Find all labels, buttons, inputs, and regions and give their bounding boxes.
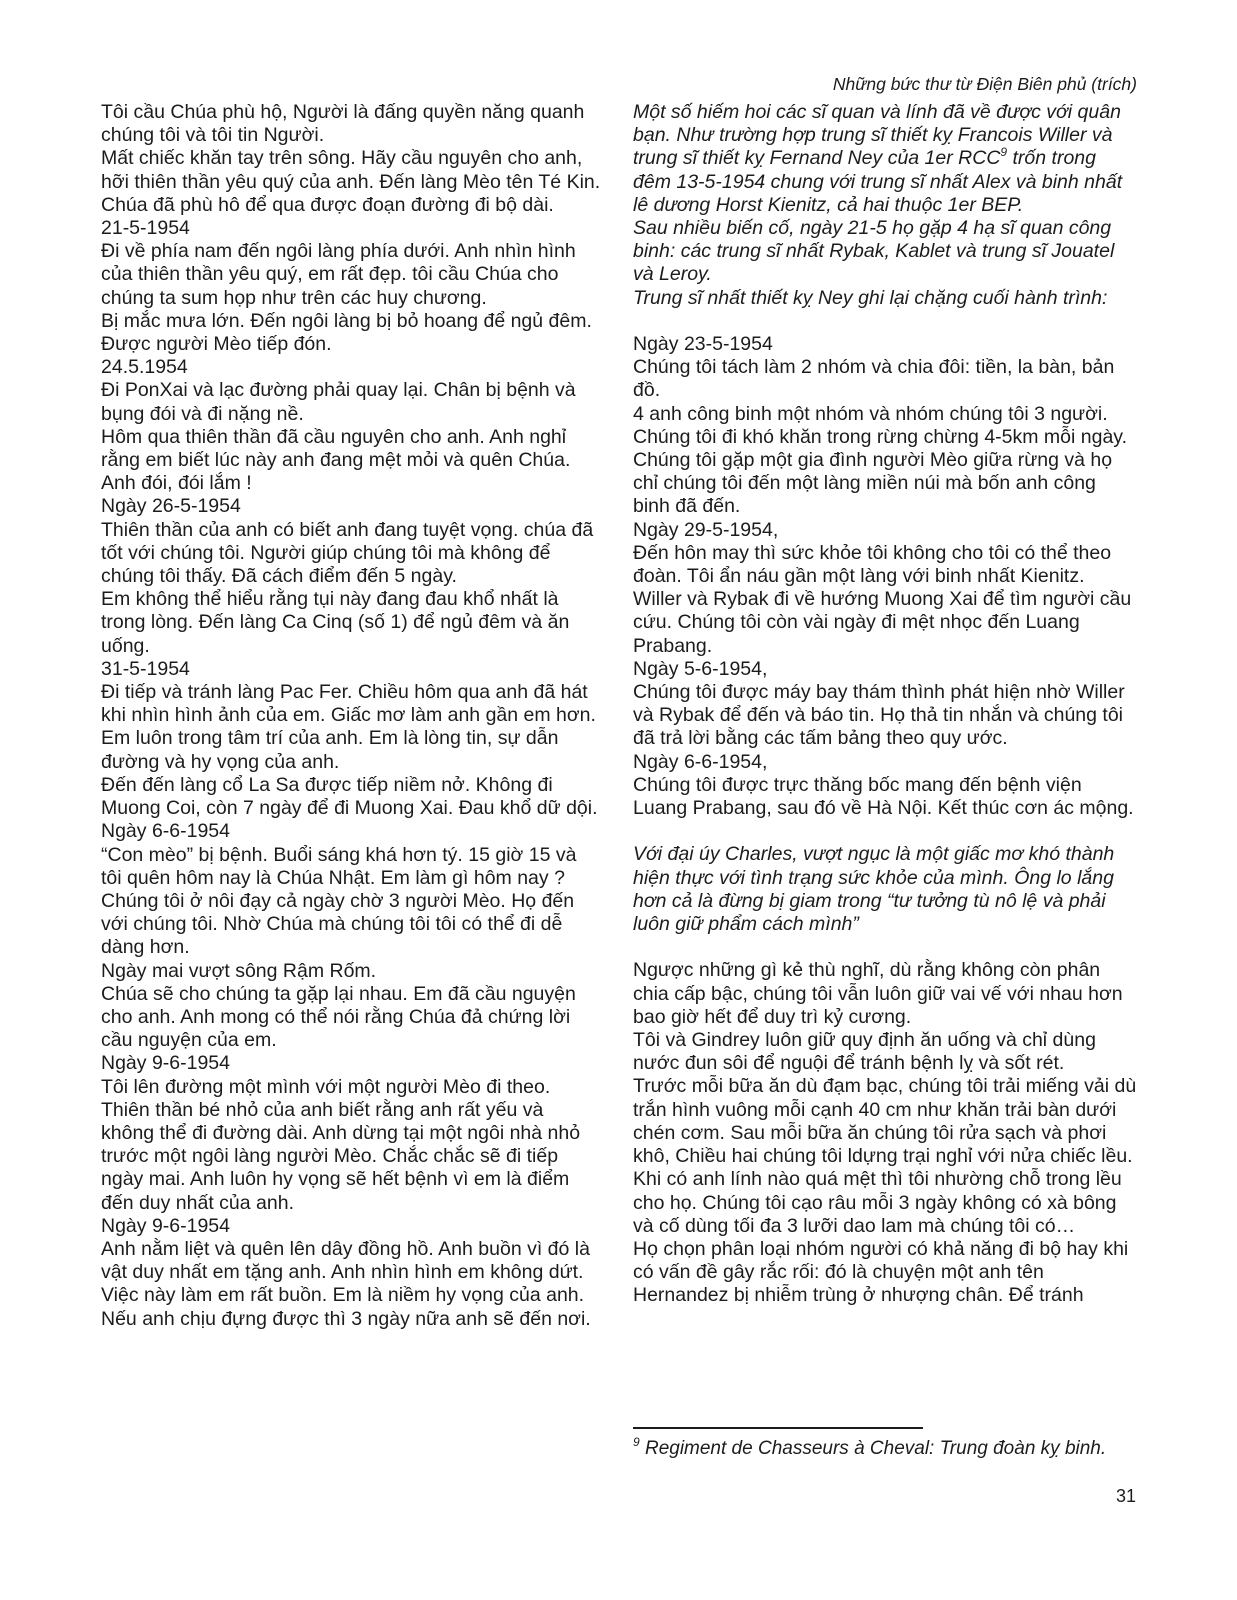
paragraph: Ngược những gì kẻ thù nghĩ, dù rằng không còn phân chia cấp bậc, chúng tôi vẫn luôn giữ vai vế với nhau hơn bao giờ hết để duy trì kỷ cương.	[633, 959, 1123, 1028]
paragraph: Họ chọn phân loại nhóm người có khả năng đi bộ hay khi có vấn đề gây rắc rối: đó là chuyện một anh tên Hernandez bị nhiễm trùng ở nhượng chân. Để tránh	[633, 1237, 1129, 1307]
paragraph: Tôi cầu Chúa phù hộ, Người là đấng quyền năng quanh chúng tôi và tôi tin Người.	[101, 101, 585, 147]
paragraph: Được người Mèo tiếp đón.	[101, 333, 332, 356]
paragraph-gap	[633, 936, 1138, 959]
paragraph: Đến đến làng cổ La Sa được tiếp niềm nở. Không đi Muong Coi, còn 7 ngày để đi Muong Xai. Đau khổ dữ dội.	[101, 773, 598, 820]
paragraph: Mất chiếc khăn tay trên sông. Hãy cầu nguyên cho anh, hỡi thiên thần yêu quý của anh. Đến làng Mèo tên Té Kin. Chúa đã phù hô để qua được đoạn đường đi bộ dài.	[101, 147, 601, 216]
diary-date: Ngày 5-6-1954,	[633, 657, 768, 680]
paragraph: Anh nằm liệt và quên lên dây đồng hồ. Anh buồn vì đó là vật duy nhất em tặng anh. Anh nhìn hình em không dứt. Việc này làm em rất buồn. Em là niềm hy vọng của anh. Nếu anh chịu đựng được thì 3 ngày nữa anh sẽ đến nơi.	[101, 1237, 591, 1330]
diary-date: Ngày 29-5-1954,	[633, 518, 779, 541]
diary-date: Ngày 9-6-1954	[101, 1052, 230, 1075]
diary-date: Ngày 26-5-1954	[101, 495, 241, 518]
paragraph: Tôi lên đường một mình với một người Mèo đi theo. Thiên thần bé nhỏ của anh biết rằng anh rất yếu và không thể đi đường dài. Anh dừng tại một ngôi nhà nhỏ trước một ngôi làng người Mèo. Chắc chắc sẽ đi tiếp ngày mai. Anh luôn hy vọng sẽ hết bệnh vì em là điểm đến duy nhất của anh.	[101, 1075, 581, 1214]
left-column	[101, 101, 601, 1331]
footnote-divider	[633, 1427, 923, 1429]
diary-date: Ngày 6-6-1954,	[633, 750, 768, 773]
intro-text: Một số hiếm hoi các sĩ quan và lính đã về được với quân bạn. Như trường hợp trung sĩ thiết kỵ Francois Willer và trung sĩ thiết kỵ Fernand Ney của 1er RCC	[633, 101, 1121, 170]
paragraph: Chúa sẽ cho chúng ta gặp lại nhau. Em đã cầu nguyện cho anh. Anh mong có thể nói rằng Chúa đả chứng lời cầu nguyện của em.	[101, 982, 576, 1052]
paragraph: Chúng tôi được máy bay thám thình phát hiện nhờ Willer và Rybak để đến và báo tin. Họ thả tin nhắn và chúng tôi đã trả lời bằng các tấm bảng theo quy ước.	[633, 681, 1125, 750]
footnote	[633, 1437, 1113, 1460]
paragraph: Bị mắc mưa lớn. Đến ngôi làng bị bỏ hoang để ngủ đêm.	[101, 309, 592, 332]
diary-date: Ngày 6-6-1954	[101, 820, 230, 843]
intro-paragraph: Trung sĩ nhất thiết kỵ Ney ghi lại chặng cuối hành trình:	[633, 286, 1108, 309]
paragraph: Chúng tôi được trực thăng bốc mang đến bệnh viện Luang Prabang, sau đó về Hà Nội. Kết thúc cơn ác mộng.	[633, 773, 1134, 820]
intro-paragraph	[633, 101, 1138, 217]
intro-paragraph: Với đại úy Charles, vượt ngục là một giấc mơ khó thành hiện thực với tình trạng sức khỏe của mình. Ông lo lắng hơn cả là đừng bị giam trong “tư tưởng tù nô lệ và phải luôn giữ phẩm cách mình”	[633, 843, 1115, 936]
paragraph: Đến hôn may thì sức khỏe tôi không cho tôi có thể theo đoàn. Tôi ẩn náu gần một làng với binh nhất Kienitz. Willer và Rybak đi về hướng Muong Xai để tìm người cầu cứu. Chúng tôi còn vài ngày đi mệt nhọc đến Luang Prabang.	[633, 541, 1132, 657]
diary-date: 21-5-1954	[101, 217, 190, 240]
intro-text: trốn trong đêm 13-5-1954 chung với trung sĩ nhất Alex và binh nhất lê dương Horst Kienitz, cả hai thuộc 1er BEP.	[633, 147, 1123, 216]
right-column	[633, 101, 1138, 1308]
paragraph-gap	[633, 310, 1138, 333]
paragraph: Đi PonXai và lạc đường phải quay lại. Chân bị bệnh và bụng đói và đi nặng nề.	[101, 379, 576, 425]
running-header: Những bức thư từ Điện Biên phủ (trích)	[832, 74, 1137, 94]
intro-paragraph: Sau nhiều biến cố, ngày 21-5 họ gặp 4 hạ sĩ quan công binh: các trung sĩ nhất Rybak, Kablet và trung sĩ Jouatel và Leroy.	[633, 217, 1115, 286]
paragraph: Chúng tôi tách làm 2 nhóm và chia đôi: tiền, la bàn, bản đồ.	[633, 356, 1115, 402]
paragraph: “Con mèo” bị bệnh. Buổi sáng khá hơn tý. 15 giờ 15 và tôi quên hôm nay là Chúa Nhật. Em làm gì hôm nay ? Chúng tôi ở nôi đạy cả ngày chờ 3 người Mèo. Họ đến với chúng tôi. Nhờ Chúa mà chúng tôi tôi có thể đi dễ dàng hơn.	[101, 843, 577, 959]
paragraph: Ngày mai vượt sông Rậm Rốm.	[101, 959, 377, 982]
diary-date: 24.5.1954	[101, 356, 188, 379]
paragraph: 4 anh công binh một nhóm và nhóm chúng tôi 3 người. Chúng tôi đi khó khăn trong rừng chừng 4-5km mỗi ngày. Chúng tôi gặp một gia đình người Mèo giữa rừng và họ chỉ chúng tôi đến một làng miền núi mà bốn anh công binh đã đến.	[633, 402, 1128, 518]
page-number: 31	[1115, 1486, 1136, 1506]
diary-date: 31-5-1954	[101, 657, 190, 680]
paragraph: Trước mỗi bữa ăn dù đạm bạc, chúng tôi trải miếng vải dù trắn hình vuông mỗi cạnh 40 cm như khăn trải bàn dưới chén cơm. Sau mỗi bữa ăn chúng tôi rửa sạch và phơi khô, Chiều hai chúng tôi ldựng trại nghỉ với nửa chiếc lều. Khi có anh lính nào quá mệt thì tôi nhường chỗ trong lều cho họ. Chúng tôi cạo râu mỗi 3 ngày không có xà bông và cố dùng tối đa 3 lưỡi dao lam mà chúng tôi có…	[633, 1075, 1137, 1237]
paragraph: Em không thể hiểu rằng tụi này đang đau khổ nhất là trong lòng. Đến làng Ca Cinq (số 1) để ngủ đêm và ăn uống.	[101, 588, 570, 657]
paragraph: Hôm qua thiên thần đã cầu nguyên cho anh. Anh nghỉ rằng em biết lúc này anh đang mệt mỏi và quên Chúa. Anh đói, đói lắm !	[101, 425, 571, 495]
diary-date: Ngày 9-6-1954	[101, 1214, 230, 1237]
paragraph: Tôi và Gindrey luôn giữ quy định ăn uống và chỉ dùng nước đun sôi để nguội để tránh bệnh lỵ và sốt rét.	[633, 1029, 1096, 1075]
paragraph: Đi về phía nam đến ngôi làng phía dưới. Anh nhìn hình của thiên thần yêu quý, em rất đẹp. tôi cầu Chúa cho chúng ta sum họp như trên các huy chương.	[101, 240, 576, 309]
paragraph: Đi tiếp và tránh làng Pac Fer. Chiều hôm qua anh đã hát khi nhìn hình ảnh của em. Giấc mơ làm anh gần em hơn. Em luôn trong tâm trí của anh. Em là lòng tin, sự dẫn đường và hy vọng của anh.	[101, 681, 596, 773]
paragraph: Thiên thần của anh có biết anh đang tuyệt vọng. chúa đã tốt với chúng tôi. Người giúp chúng tôi mà không để chúng tôi thấy. Đã cách điểm đến 5 ngày.	[101, 518, 594, 588]
diary-date: Ngày 23-5-1954	[633, 333, 773, 356]
footnote-text: Regiment de Chasseurs à Cheval: Trung đoàn kỵ binh.	[639, 1438, 1107, 1459]
paragraph-gap	[633, 820, 1138, 843]
footnote-mark: 9	[633, 1435, 640, 1449]
footnote-reference: 9	[1000, 145, 1008, 160]
